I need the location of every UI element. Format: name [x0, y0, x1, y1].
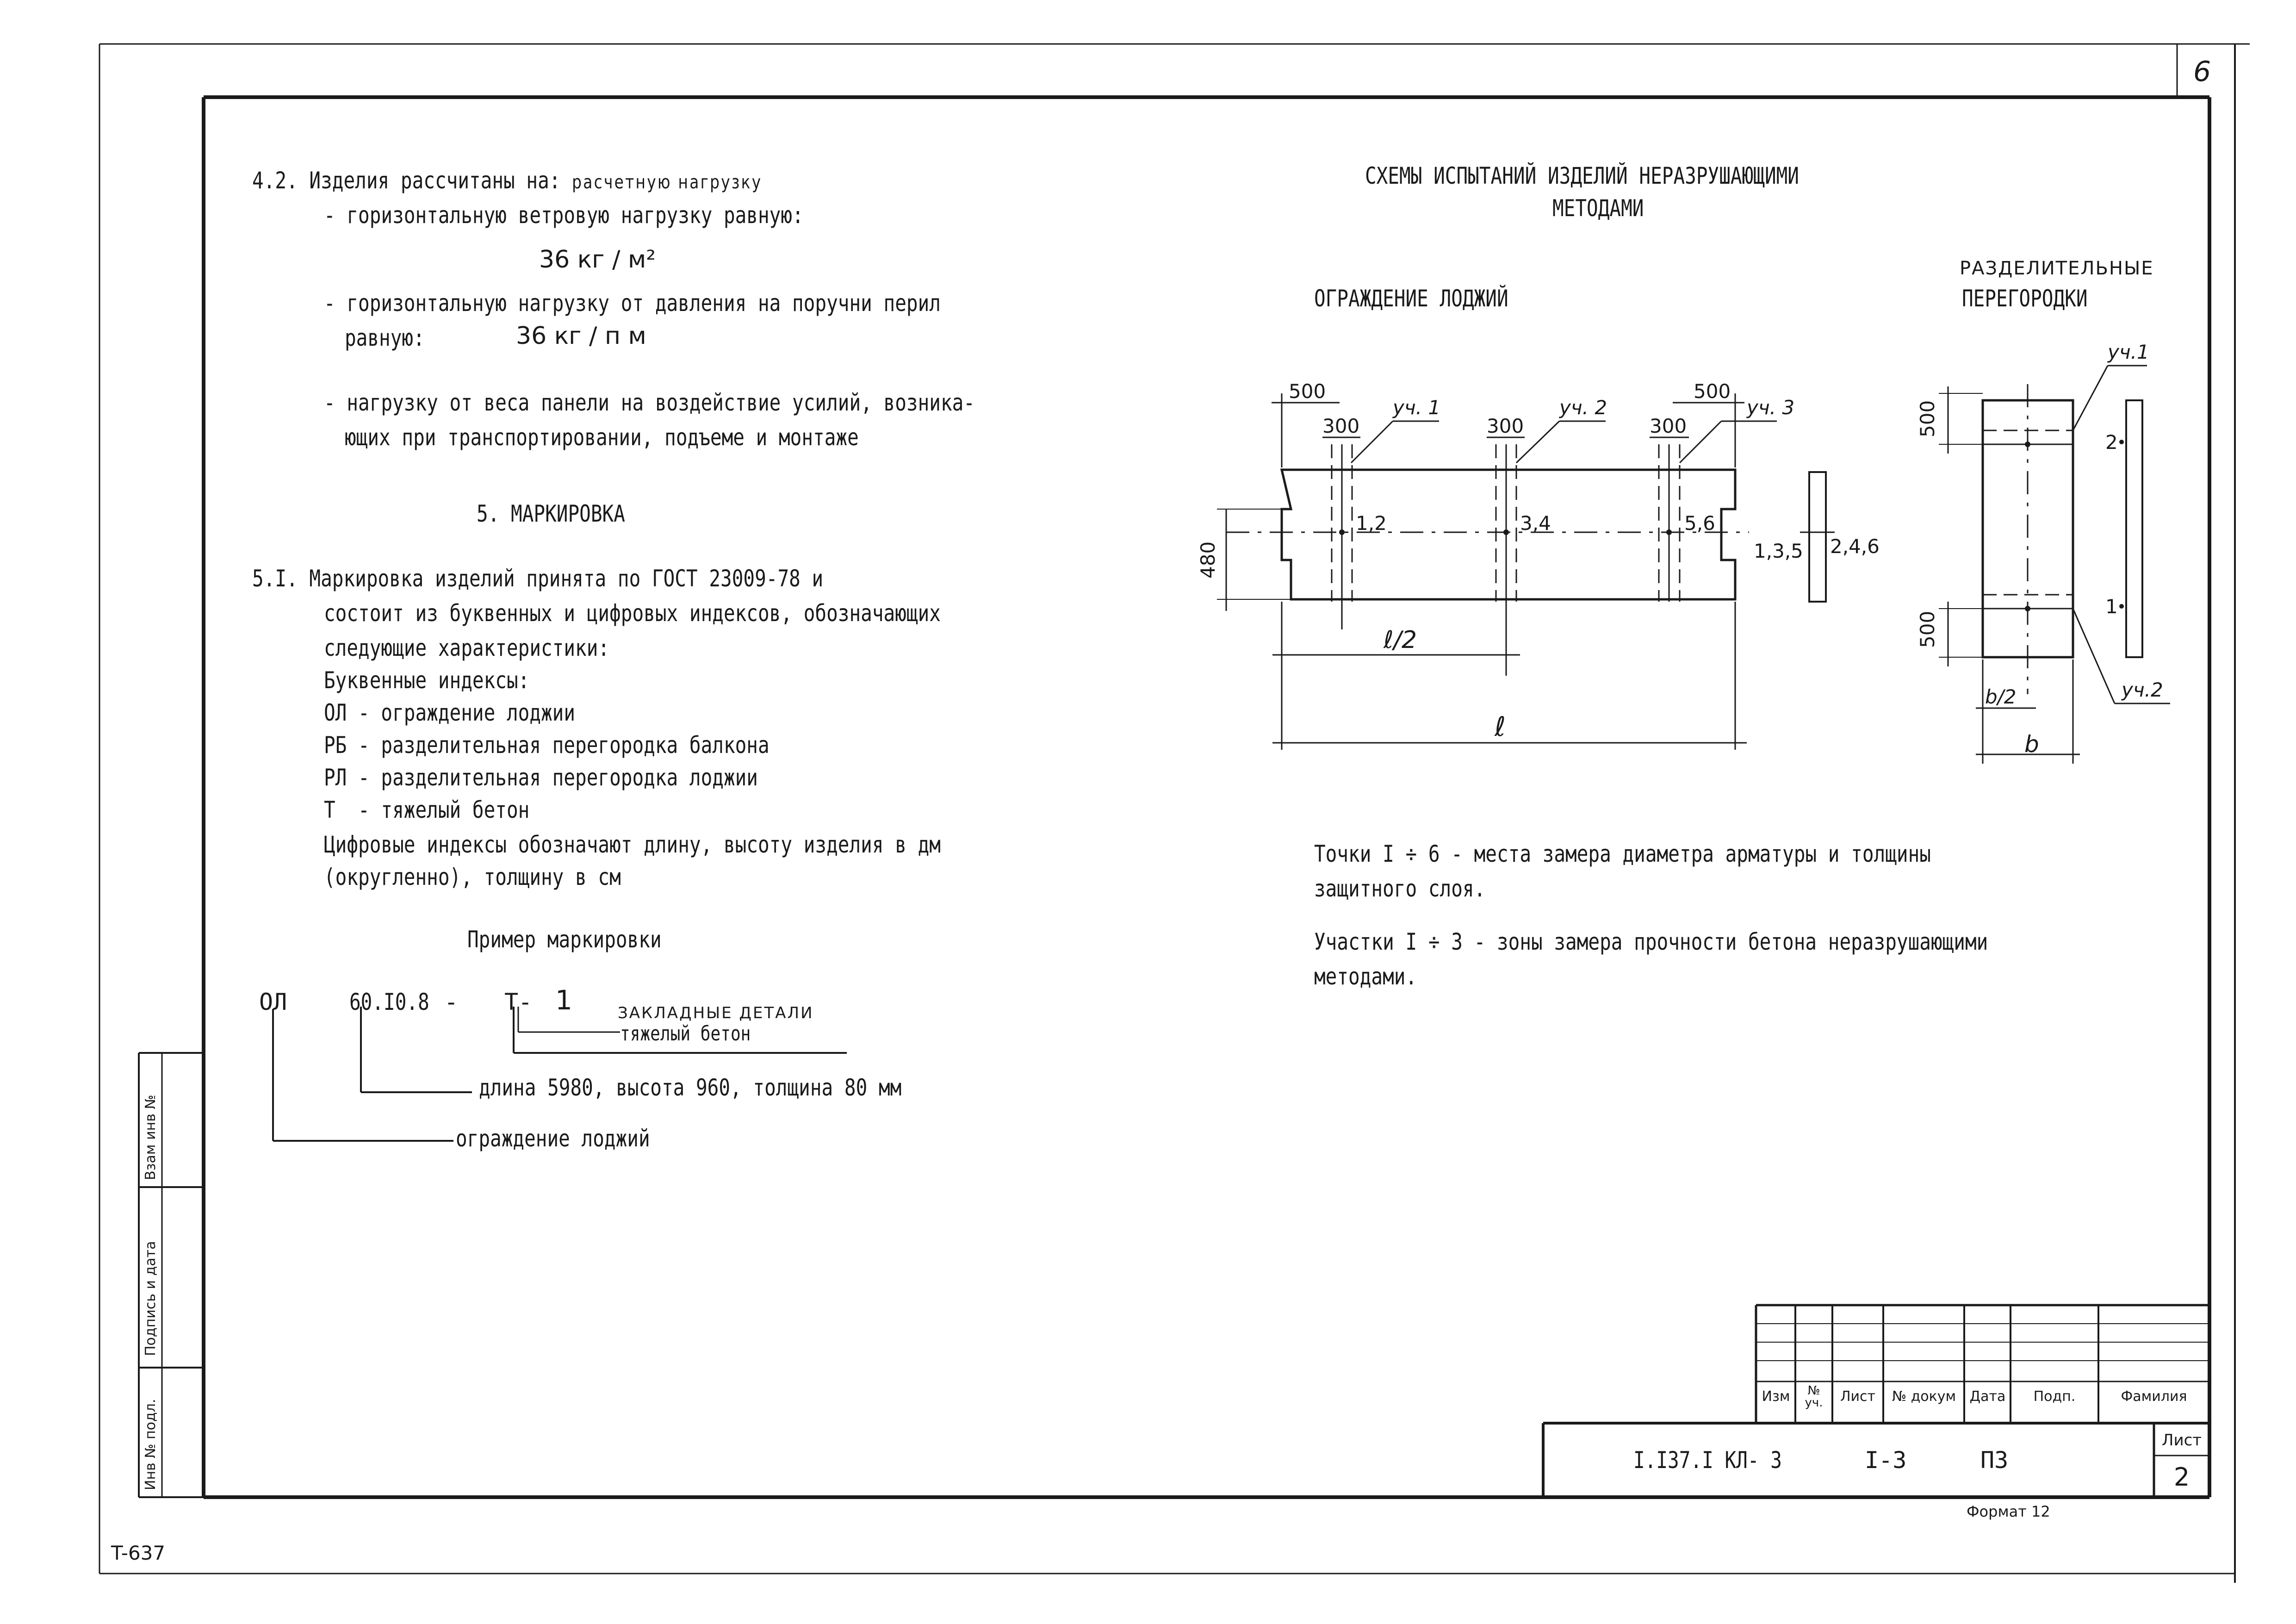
- section-4-2-line1: 4.2. Изделия рассчитаны на: расчетную нагрузку: [252, 167, 763, 194]
- dim-300-zone3: 300: [1650, 415, 1687, 437]
- dim-500-right: 500: [1694, 380, 1731, 403]
- example-code-number: 60.I0.8: [349, 989, 429, 1015]
- section-5-1-line8: Т - тяжелый бетон: [324, 796, 530, 823]
- subtitle-loggia-fence: ОГРАЖДЕНИЕ ЛОДЖИЙ: [1314, 285, 1508, 312]
- callout-heavy-concrete: тяжелый бетон: [620, 1022, 751, 1045]
- section-5-1-line3: следующие характеристики:: [324, 635, 610, 661]
- tb-document-part: I-3: [1865, 1447, 1907, 1474]
- tb-document-type: ПЗ: [1980, 1447, 2009, 1474]
- point-label-1-2: 1,2: [1356, 512, 1387, 535]
- point-label-3-4: 3,4: [1520, 512, 1551, 535]
- tb-header-izm: Изм: [1762, 1388, 1790, 1405]
- stamp-replacement-inv: Взам инв №: [143, 1095, 159, 1180]
- load-value-2: 36 кг / п м: [516, 322, 646, 350]
- zone-label-2: уч. 2: [1559, 396, 1607, 419]
- callout-loggia-fence: ограждение лоджий: [456, 1125, 650, 1152]
- example-code-one: 1: [555, 984, 572, 1016]
- section-5-title: 5. МАРКИРОВКА: [477, 500, 625, 527]
- tb-header-date: Дата: [1969, 1388, 2006, 1405]
- partition-zone-1: уч.1: [2108, 341, 2149, 363]
- tb-header-signature: Подп.: [2033, 1388, 2076, 1405]
- dim-half-length: ℓ/2: [1384, 626, 1417, 654]
- note-points-line2: защитного слоя.: [1314, 875, 1486, 902]
- section-5-1-line1: 5.I. Маркировка изделий принята по ГОСТ 23009-78 и: [252, 565, 824, 592]
- callout-dimensions: длина 5980, высота 960, толщина 80 мм: [479, 1074, 902, 1101]
- tb-header-surname: Фамилия: [2121, 1388, 2187, 1405]
- partition-zone-2: уч.2: [2122, 678, 2163, 701]
- stamp-signature-date: Подпись и дата: [143, 1241, 159, 1356]
- stamp-original-inv: Инв № подл.: [143, 1399, 159, 1490]
- tb-format: Формат 12: [1967, 1503, 2050, 1520]
- section-5-1-line4: Буквенные индексы:: [324, 667, 530, 694]
- section-4-2-line4: равную:: [345, 324, 425, 351]
- section-4-2-line3: - горизонтальную нагрузку от давления на поручни перил: [324, 290, 941, 317]
- tb-document-code: I.I37.I КЛ- 3: [1633, 1447, 1782, 1474]
- partition-point-1: 1: [2105, 595, 2118, 618]
- load-value-1: 36 кг / м²: [539, 246, 656, 274]
- section-5-1-line10: (округленно), толщину в см: [324, 864, 621, 890]
- callout-embedded-parts: ЗАКЛАДНЫЕ ДЕТАЛИ: [618, 1004, 814, 1022]
- note-zones-line1: Участки I ÷ 3 - зоны замера прочности бетона неразрушающими: [1314, 928, 1988, 955]
- section-4-2-line6: ющих при транспортировании, подъеме и монтаже: [345, 424, 859, 451]
- page-number: 6: [2193, 56, 2211, 88]
- dim-300-zone1: 300: [1322, 415, 1360, 437]
- partition-dim-width: b: [2024, 731, 2039, 758]
- note-zones-line2: методами.: [1314, 963, 1417, 990]
- partition-point-2: 2: [2105, 431, 2118, 454]
- point-label-1-3-5: 1,3,5: [1754, 540, 1803, 562]
- tb-header-list: Лист: [1840, 1388, 1876, 1405]
- dim-300-zone2: 300: [1487, 415, 1524, 437]
- tb-sheet-number: 2: [2173, 1462, 2190, 1492]
- tb-header-ndoc: № докум: [1892, 1388, 1956, 1405]
- section-4-2-line2: - горизонтальную ветровую нагрузку равную:: [324, 202, 804, 229]
- section-5-1-line2: состоит из буквенных и цифровых индексов, обозначающих: [324, 600, 941, 627]
- section-5-1-line7: РЛ - разделительная перегородка лоджии: [324, 764, 758, 791]
- point-label-5-6: 5,6: [1684, 512, 1715, 535]
- schemes-title-line1: СХЕМЫ ИСПЫТАНИЙ ИЗДЕЛИЙ НЕРАЗРУШАЮЩИМИ: [1365, 162, 1800, 189]
- example-title: Пример маркировки: [467, 926, 662, 953]
- subtitle-partitions-1: РАЗДЕЛИТЕЛЬНЫЕ: [1960, 258, 2154, 279]
- zone-label-3: уч. 3: [1747, 396, 1795, 419]
- dim-480: 480: [1197, 541, 1219, 579]
- section-5-1-line9: Цифровые индексы обозначают длину, высоту изделия в дм: [324, 831, 941, 858]
- partition-dim-500-bottom: 500: [1916, 610, 1939, 648]
- partition-dim-500-top: 500: [1916, 400, 1939, 437]
- section-4-2-line5: - нагрузку от веса панели на воздействие усилий, возника-: [324, 389, 975, 416]
- tb-sheet-label: Лист: [2161, 1431, 2202, 1450]
- zone-label-1: уч. 1: [1393, 396, 1441, 419]
- dim-length: ℓ: [1495, 711, 1506, 742]
- section-5-1-line6: РБ - разделительная перегородка балкона: [324, 732, 769, 759]
- example-code-prefix: ОЛ: [259, 989, 287, 1015]
- schemes-title-line2: МЕТОДАМИ: [1552, 195, 1644, 222]
- section-5-1-line5: ОЛ - ограждение лоджии: [324, 699, 576, 726]
- example-code-dash: -: [444, 989, 459, 1015]
- tb-header-nuch: № уч.: [1805, 1384, 1823, 1410]
- note-points-line1: Точки I ÷ 6 - места замера диаметра арматуры и толщины: [1314, 840, 1931, 867]
- partition-dim-half-width: b/2: [1985, 685, 2017, 708]
- example-code-t: Т-: [504, 989, 533, 1015]
- corner-mark: T-637: [111, 1542, 166, 1564]
- subtitle-partitions-2: ПЕРЕГОРОДКИ: [1962, 285, 2088, 312]
- dim-500-left: 500: [1289, 380, 1326, 403]
- point-label-2-4-6: 2,4,6: [1830, 535, 1880, 558]
